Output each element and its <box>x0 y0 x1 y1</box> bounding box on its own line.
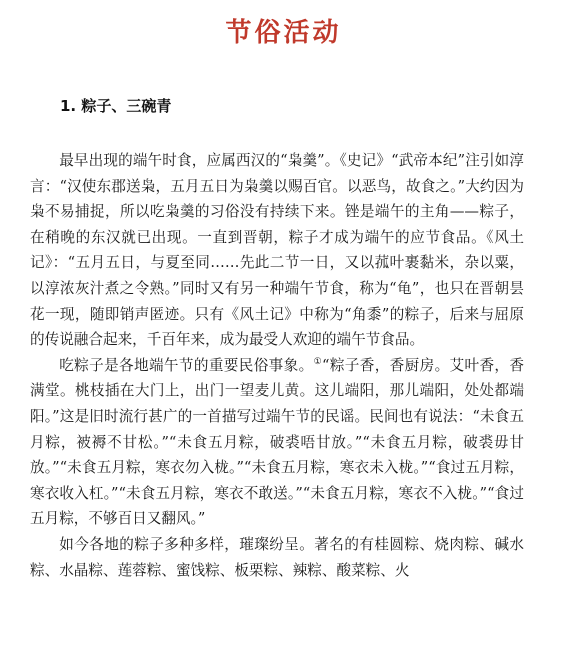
body-text <box>30 148 524 583</box>
paragraph-1: 最早出现的端午时食，应属西汉的“枭羹”。《史记》“武帝本纪”注引如淳言：“汉使东郡送枭，五月五日为枭羹以赐百官。以恶鸟，故食之。”大约因为枭不易捕捉，所以吃枭羹的习俗没有持续下来。锉是端午的主角——粽子，在稍晚的东汉就已出现。一直到晋朝，粽子才成为端午的应节食品。《风土记》：“五月五日，与夏至同……先此二节一日，又以菰叶裹黏米，杂以粟，以淳浓灰汁煮之令熟。”同时又有另一种端午节食，称为“龟”，也只在晋朝昙花一现，随即销声匿迹。只有《风土记》中称为“角黍”的粽子，后来与屈原的传说融合起来，千百年来，成为最受人欢迎的端午节食品。 <box>30 152 524 349</box>
paragraph-2-text-before: 吃粽子是各地端午节的重要民俗事象。 <box>59 356 314 374</box>
paragraph-2 <box>30 353 524 532</box>
footnote-marker[interactable]: ① <box>313 356 322 367</box>
section-heading: 1. 粽子、三碗青 <box>60 97 172 115</box>
paragraph-2-text-after: “粽子香，香厨房。艾叶香，香满堂。桃枝插在大门上，出门一望麦儿黄。这儿端阳，那儿端阳，处处都端阳。”这是旧时流行甚广的一首描写过端午节的民谣。民间也有说法：“未食五月粽，被褥不甘松。”“未食五月粽，破裘唔甘放。”“未食五月粽，破裘毋甘放。”“未食五月粽，寒衣勿入栊。”“未食五月粽，寒衣未入栊。”“食过五月粽，寒衣收入杠。”“未食五月粽，寒衣不敢送。”“未食五月粽，寒衣不入栊。”“食过五月粽，不够百日又翻风。” <box>30 356 524 528</box>
chapter-title: 节俗活动 <box>225 18 342 48</box>
paragraph-3: 如今各地的粽子多种多样，璀璨纷呈。著名的有桂圆粽、烧肉粽、碱水粽、水晶粽、莲蓉粽、蜜饯粽、板栗粽、辣粽、酸菜粽、火 <box>30 535 524 579</box>
